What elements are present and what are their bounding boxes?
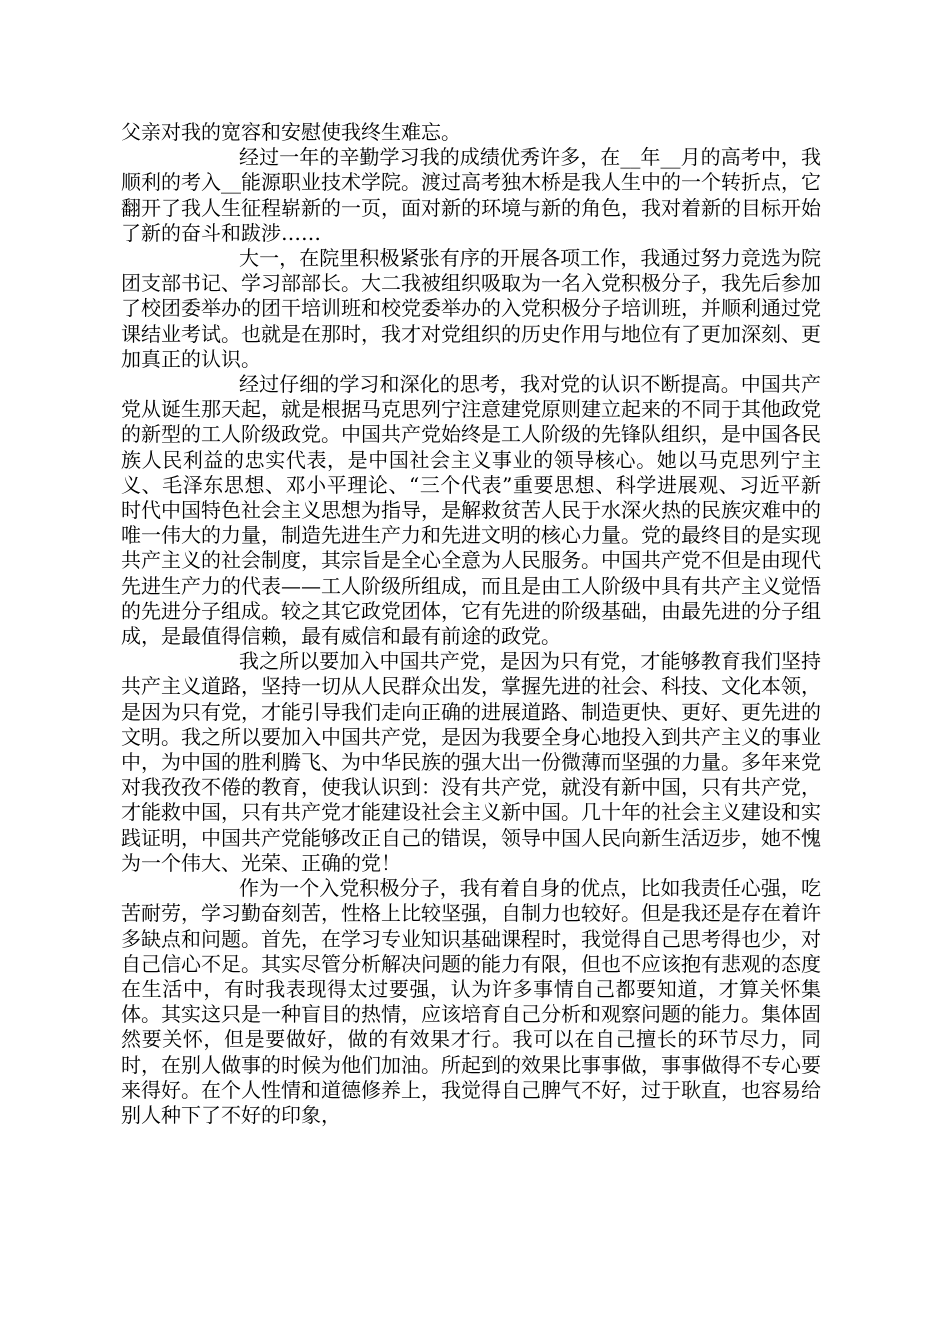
- paragraph-5: 我之所以要加入中国共产党，是因为只有党，才能够教育我们坚持共产主义道路，坚持一切从人民群众出发，掌握先进的社会、科技、文化本领，是因为只有党，才能引导我们走向正确的进展道路、制造更快、更好、更先进的文明。我之所以要加入中国共产党，是因为我要全身心地投入到共产主义的事业中，为中国的胜利腾飞、为中华民族的强大出一份微薄而坚强的力量。多年来党对我孜孜不倦的教育，使我认识到：没有共产党，就没有新中国，只有共产党，才能救中国，只有共产党才能建设社会主义新中国。几十年的社会主义建设和实践证明，中国共产党能够改正自己的错误，领导中国人民向新生活迈步，她不愧为一个伟大、光荣、正确的党！: [121, 649, 821, 875]
- document-body: [121, 120, 821, 1128]
- paragraph-2: 经过一年的辛勤学习我的成绩优秀许多，在__年__月的高考中，我顺利的考入__能源职业技术学院。渡过高考独木桥是我人生中的一个转折点，它翻开了我人生征程崭新的一页，面对新的环境与新的角色，我对着新的目标开始了新的奋斗和跋涉……: [121, 145, 821, 245]
- paragraph-1: 父亲对我的宽容和安慰使我终生难忘。: [121, 120, 461, 144]
- paragraph-4: 经过仔细的学习和深化的思考，我对党的认识不断提高。中国共产党从诞生那天起，就是根据马克思列宁注意建党原则建立起来的不同于其他政党的新型的工人阶级政党。中国共产党始终是工人阶级的先锋队组织，是中国各民族人民利益的忠实代表，是中国社会主义事业的领导核心。她以马克思列宁主义、毛泽东思想、邓小平理论、“三个代表”重要思想、科学进展观、习近平新时代中国特色社会主义思想为指导，是解救贫苦人民于水深火热的民族灾难中的唯一伟大的力量，制造先进生产力和先进文明的核心力量。党的最终目的是实现共产主义的社会制度，其宗旨是全心全意为人民服务。中国共产党不但是由现代先进生产力的代表——工人阶级所组成，而且是由工人阶级中具有共产主义觉悟的先进分子组成。较之其它政党团体，它有先进的阶级基础，由最先进的分子组成，是最值得信赖，最有威信和最有前途的政党。: [121, 372, 821, 649]
- paragraph-3: 大一，在院里积极紧张有序的开展各项工作，我通过努力竞选为院团支部书记、学习部部长。大二我被组织吸取为一名入党积极分子，我先后参加了校团委举办的团干培训班和校党委举办的入党积极分子培训班，并顺利通过党课结业考试。也就是在那时，我才对党组织的历史作用与地位有了更加深刻、更加真正的认识。: [121, 246, 821, 371]
- paragraph-6: 作为一个入党积极分子，我有着自身的优点，比如我责任心强，吃苦耐劳，学习勤奋刻苦，性格上比较坚强，自制力也较好。但是我还是存在着许多缺点和问题。首先，在学习专业知识基础课程时，我觉得自己思考得也少，对自己信心不足。其实尽管分析解决问题的能力有限，但也不应该抱有悲观的态度在生活中，有时我表现得太过要强，认为许多事情自己都要知道，才算关怀集体。其实这只是一种盲目的热情，应该培育自己分析和观察问题的能力。集体固然要关怀，但是要做好，做的有效果才行。我可以在自己擅长的环节尽力，同时，在别人做事的时候为他们加油。所起到的效果比事事做，事事做得不专心要来得好。在个人性情和道德修养上，我觉得自己脾气不好，过于耿直，也容易给别人种下了不好的印象，: [121, 876, 821, 1127]
